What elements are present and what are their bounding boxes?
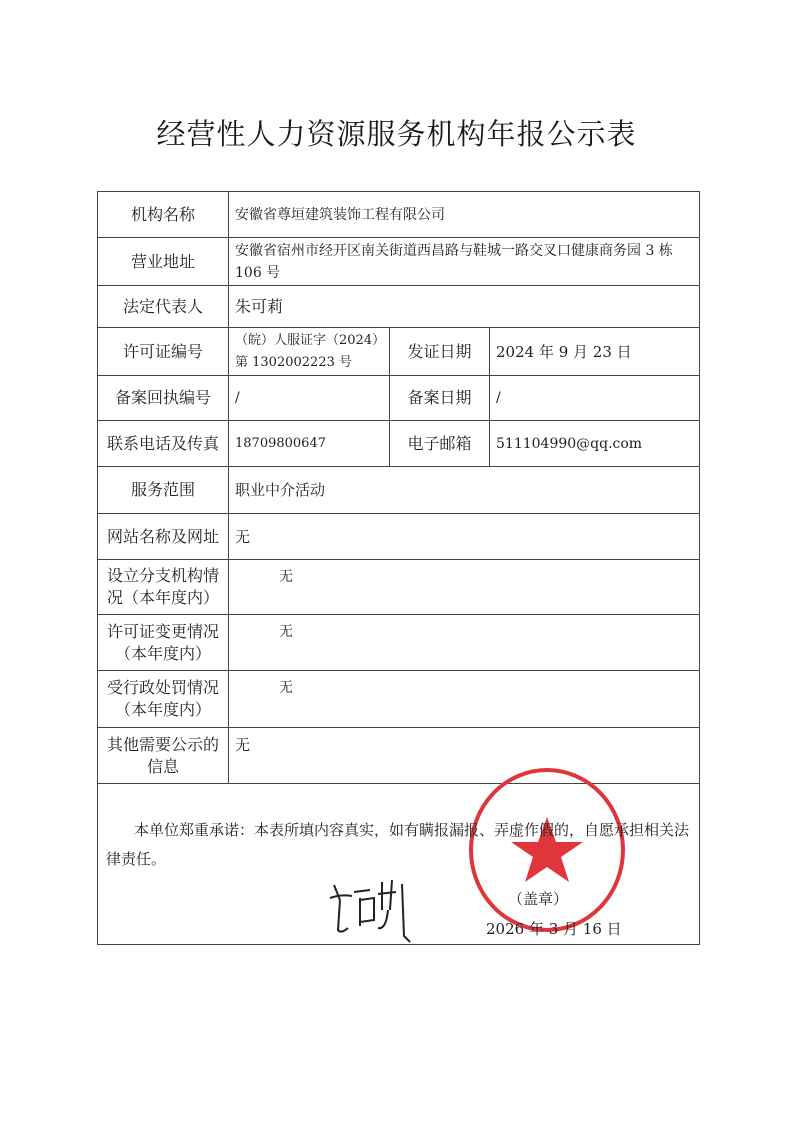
scope-value: 职业中介活动 [229, 467, 700, 514]
label: 服务范围 [98, 467, 229, 514]
legal-rep-value: 朱可莉 [229, 286, 700, 328]
issue-date-value: 2024 年 9 月 23 日 [490, 328, 700, 376]
label: 许可证变更情况（本年度内） [98, 615, 229, 671]
label: 备案回执编号 [98, 376, 229, 421]
filing-no-value: / [229, 376, 390, 421]
branches-value: 无 [229, 560, 700, 615]
address-value: 安徽省宿州市经开区南关街道西昌路与鞋城一路交叉口健康商务园 3 栋 106 号 [229, 238, 700, 286]
label: 机构名称 [98, 192, 229, 238]
filing-date-value: / [490, 376, 700, 421]
label: 联系电话及传真 [98, 421, 229, 467]
row-license [98, 328, 700, 376]
label: 设立分支机构情况（本年度内） [98, 560, 229, 615]
label: 网站名称及网址 [98, 514, 229, 560]
label: 电子邮箱 [390, 421, 490, 467]
label: 法定代表人 [98, 286, 229, 328]
seal-label: （盖章） [508, 890, 569, 908]
page-title: 经营性人力资源服务机构年报公示表 [156, 117, 637, 151]
row-scope [98, 467, 700, 514]
row-license-change [98, 615, 700, 671]
penalty-value: 无 [229, 671, 700, 728]
other-value: 无 [229, 728, 700, 784]
row-org-name [98, 192, 700, 238]
label: 受行政处罚情况（本年度内） [98, 671, 229, 728]
label: 营业地址 [98, 238, 229, 286]
promise-text: 本单位郑重承诺：本表所填内容真实，如有瞒报漏报、弄虚作假的，自愿承担相关法律责任。 [106, 821, 690, 868]
label: 发证日期 [390, 328, 490, 376]
email-value: 511104990@qq.com [490, 421, 700, 467]
promise-box [98, 784, 699, 944]
phone-value: 18709800647 [229, 421, 390, 467]
license-change-value: 无 [229, 615, 700, 671]
row-website [98, 514, 700, 560]
signature [326, 870, 416, 950]
row-legal-rep [98, 286, 700, 328]
row-penalty [98, 671, 700, 728]
row-filing [98, 376, 700, 421]
row-branches [98, 560, 700, 615]
sign-date: 2026 年 3 月 16 日 [486, 920, 622, 938]
license-no-value: （皖）人服证字（2024）第 1302002223 号 [229, 328, 390, 376]
org-name-value: 安徽省尊垣建筑装饰工程有限公司 [229, 192, 700, 238]
report-table [97, 191, 700, 945]
label: 其他需要公示的信息 [98, 728, 229, 784]
website-value: 无 [229, 514, 700, 560]
row-contact [98, 421, 700, 467]
label: 许可证编号 [98, 328, 229, 376]
label: 备案日期 [390, 376, 490, 421]
row-promise [98, 784, 700, 945]
row-address [98, 238, 700, 286]
